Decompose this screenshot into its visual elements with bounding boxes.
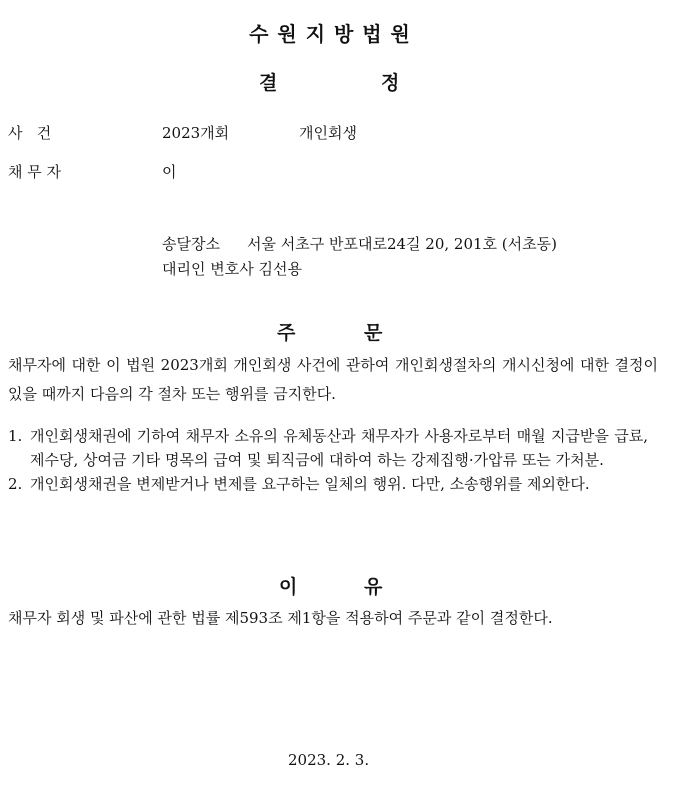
title-right: 정 (381, 72, 400, 94)
service-address: 서울 서초구 반포대로24길 20, 201호 (서초동) (247, 235, 557, 253)
debtor-name: 이 (162, 163, 177, 181)
order-item-text: 개인회생채권을 변제받거나 변제를 요구하는 일체의 행위. 다만, 소송행위를 제외한다. (30, 475, 590, 493)
debtor-label: 채 무 자 (8, 163, 62, 181)
case-number: 2023개회 (162, 124, 230, 142)
court-name: 수 원 지 방 법 원 (249, 22, 411, 46)
case-label: 사 건 (8, 124, 52, 142)
order-list (8, 424, 648, 496)
reason-heading-left: 이 (279, 576, 298, 598)
order-item (8, 424, 648, 472)
reason-text: 채무자 회생 및 파산에 관한 법률 제593조 제1항을 적용하여 주문과 같이 결정한다. (8, 609, 553, 627)
order-intro: 채무자에 대한 이 법원 2023개회 개인회생 사건에 관하여 개인회생절차의 개시신청에 대한 결정이 있을 때까지 다음의 각 절차 또는 행위를 금지한다. (8, 356, 658, 403)
service-agent: 대리인 변호사 김선용 (162, 260, 302, 278)
order-item-text: 개인회생채권에 기하여 채무자 소유의 유체동산과 채무자가 사용자로부터 매월 지급받을 급료, 제수당, 상여금 기타 명목의 급여 및 퇴직금에 대하여 하는 강제집행·가압류 또는 가처분. (30, 427, 648, 469)
title-left: 결 (259, 72, 278, 94)
order-item-number: 2. (8, 475, 23, 493)
order-heading-right: 문 (364, 322, 383, 344)
case-name: 개인회생 (299, 124, 357, 142)
order-heading-left: 주 (277, 322, 296, 344)
reason-heading-right: 유 (364, 576, 383, 598)
order-item (8, 472, 648, 496)
service-label: 송달장소 (162, 235, 220, 253)
order-item-number: 1. (8, 427, 23, 445)
decision-date: 2023. 2. 3. (288, 751, 370, 769)
